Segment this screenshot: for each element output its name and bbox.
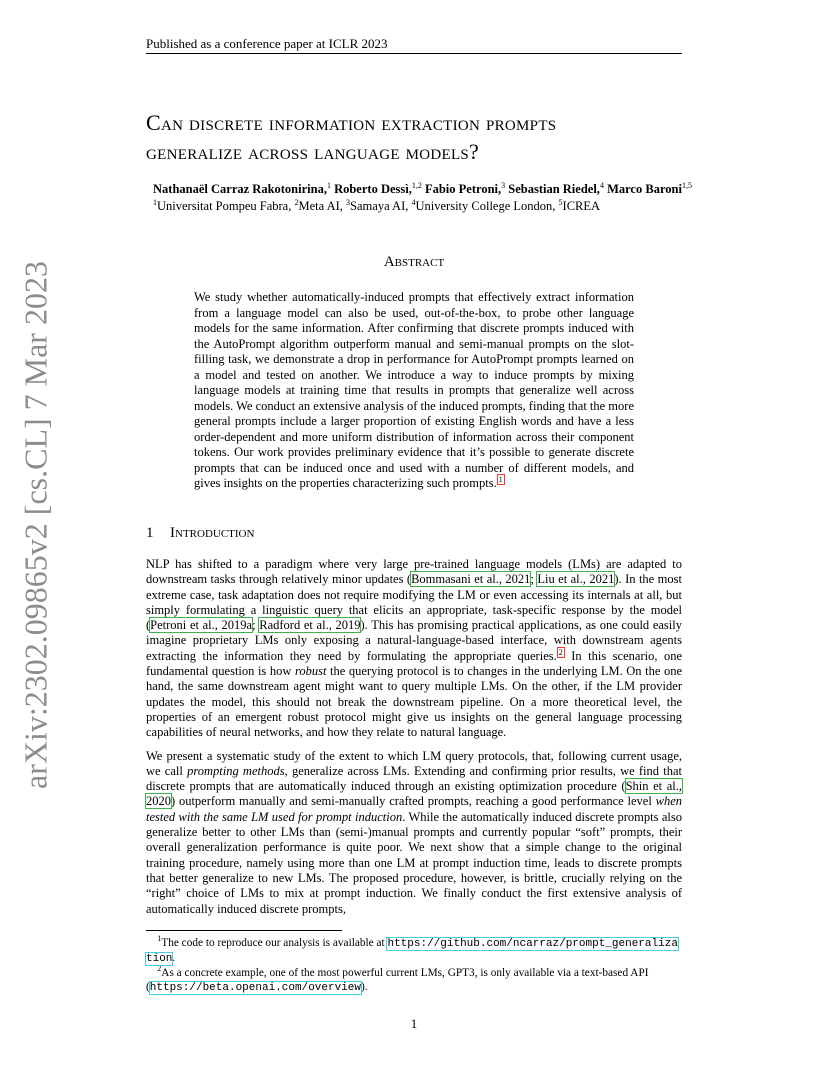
- citation-liu[interactable]: Liu et al., 2021: [537, 572, 615, 587]
- footnotes: [146, 936, 682, 995]
- text-span: ). This has promising practical applications, as one could easily imagine proprietary LMs only exposing a natural-language-based interface, with downstream agents extracting the information they need by formulating the appropriate queries.: [146, 618, 682, 663]
- author-2-sup: 1,2: [411, 181, 422, 190]
- text-span: ) outperform manually and semi-manually crafted prompts, reaching a good performance level: [171, 794, 656, 809]
- abstract-heading: Abstract: [383, 254, 445, 270]
- affil-3: Samaya AI,: [350, 199, 412, 213]
- footnote-1-marker: 1: [157, 934, 162, 943]
- author-5-sup: 1,5: [681, 181, 692, 190]
- text-span: ). In the most extreme case, task adaptation does not require modifying the LM or even accessing its internals at all, but simply formulating a linguistic query that elicits an appropriate, task-specific response by the model (: [146, 572, 682, 633]
- page-number: 1: [410, 1016, 418, 1031]
- author-1-sup: 1: [326, 181, 331, 190]
- emphasis-same-lm: when tested with the same LM used for prompt induction: [146, 794, 682, 824]
- affil-5-sup: 5: [558, 198, 563, 207]
- author-3: Fabio Petroni,: [424, 182, 502, 196]
- introduction-text: [146, 557, 682, 925]
- text-span: ;: [530, 572, 538, 587]
- affil-4: University College London,: [415, 199, 559, 213]
- footnote-1: [146, 936, 682, 966]
- section-number: 1: [146, 525, 154, 541]
- section-heading: [146, 525, 254, 542]
- paper-title: [146, 108, 706, 166]
- intro-paragraph-1: [146, 557, 682, 741]
- citation-bommasani[interactable]: Bommasani et al., 2021: [411, 572, 531, 587]
- affil-5: ICREA: [562, 199, 601, 213]
- author-3-sup: 3: [501, 181, 506, 190]
- section-title: Introduction: [170, 525, 255, 541]
- author-4-sup: 4: [599, 181, 604, 190]
- footnote-2-text: As a concrete example, one of the most powerful current LMs, GPT3, is only available via a text-based API (: [146, 967, 649, 993]
- footnote-1-text: The code to reproduce our analysis is available at: [161, 937, 388, 949]
- affil-2: Meta AI,: [298, 199, 347, 213]
- footnote-rule: [146, 930, 342, 931]
- intro-paragraph-2: [146, 749, 682, 917]
- affil-1: Universitat Pompeu Fabra,: [157, 199, 295, 213]
- affil-4-sup: 4: [411, 198, 416, 207]
- citation-petroni[interactable]: Petroni et al., 2019a: [150, 618, 253, 633]
- text-span: NLP has shifted to a paradigm where very large pre-trained language models (LMs) are adapted to downstream tasks through relatively minor updates (: [146, 557, 682, 587]
- affil-3-sup: 3: [346, 198, 351, 207]
- emphasis-robust: robust: [294, 664, 327, 679]
- footnote-2-link[interactable]: 2: [558, 647, 563, 657]
- affiliations: [153, 199, 773, 214]
- text-span: . While the automatically induced discrete prompts also generalize better to other LMs than (semi-)manual prompts and currently popular “soft” prompts, their overall generalization performance is quite poor. We next show that a simple change to the original training procedure, namely using more than one LM at prompt induction time, leads to discrete prompts that better generalize to new LMs. The proposed procedure, however, is brittle, crucially relying on the “right” choice of LMs to mix at prompt induction. We finally conduct the first extensive analysis of automatically induced discrete prompts,: [146, 809, 682, 916]
- text-span: .: [172, 952, 176, 964]
- text-span: the querying protocol is to changes in the underlying LM. On the one hand, the same downstream agent might want to query multiple LMs. On the other, if the LM provider updates the model, this should not break the downstream pipeline. On a more theoretical level, the properties of an emergent robust protocol might give us insights on the general language processing capabilities of neural networks, and how they relate to natural language.: [146, 664, 682, 740]
- abstract-body: [194, 290, 634, 492]
- footnote-2-marker: 2: [157, 964, 162, 973]
- header-rule: [146, 53, 682, 54]
- footnote-1-link[interactable]: 1: [498, 475, 503, 484]
- citation-shin[interactable]: Shin et al., 2020: [146, 779, 683, 809]
- running-header: Published as a conference paper at ICLR 2023: [146, 36, 388, 51]
- author-4: Sebastian Riedel,: [508, 182, 600, 196]
- footnote-2: [146, 966, 682, 995]
- text-span: In this scenario, one fundamental question is how: [146, 648, 682, 679]
- text-span: , generalize across LMs. Extending and confirming prior results, we find that discrete prompts that are automatically induced through an existing optimization procedure (: [146, 763, 682, 794]
- affil-2-sup: 2: [294, 198, 299, 207]
- affil-1-sup: 1: [153, 198, 157, 207]
- emphasis-prompting-methods: prompting methods: [187, 763, 285, 778]
- abstract-text: We study whether automatically-induced prompts that effectively extract information from a language model can also be used, out-of-the-box, to probe other language models for the same information. After confirming that discrete prompts induced with the AutoPrompt algorithm outperform manual and semi-manual prompts on the slot-filling task, we demonstrate a drop in performance for AutoPrompt prompts learned on a model and tested on another. We introduce a way to induce prompts by mixing language models at training time that results in prompts that generalize well across models. We conduct an extensive analysis of the induced prompts, finding that the more general prompts include a larger proportion of existing English words and have a less order-dependent and more uniform distribution of information across their component tokens. Our work provides preliminary evidence that it’s possible to generate discrete prompts that can be induced once and used with a number of different models, and gives insights on the properties characterizing such prompts.: [194, 290, 634, 490]
- author-2: Roberto Dessì,: [334, 182, 412, 196]
- author-5: Marco Baroni: [607, 182, 682, 196]
- openai-api-link[interactable]: https://beta.openai.com/overview: [149, 982, 361, 994]
- citation-radford[interactable]: Radford et al., 2019: [259, 618, 361, 633]
- arxiv-watermark: arXiv:2302.09865v2 [cs.CL] 7 Mar 2023: [17, 261, 54, 789]
- author-list: [153, 182, 773, 197]
- code-repo-link[interactable]: https://github.com/ncarraz/prompt_generalization: [146, 938, 678, 965]
- text-span: ).: [361, 981, 368, 993]
- text-span: ;: [252, 618, 260, 633]
- title-line-1: Can discrete information extraction prompts: [146, 110, 557, 135]
- text-span: We present a systematic study of the extent to which LM query protocols, that, following current usage, we call: [146, 748, 682, 778]
- title-line-2: generalize across language models?: [146, 139, 480, 164]
- author-1: Nathanaël Carraz Rakotonirina,: [153, 182, 327, 196]
